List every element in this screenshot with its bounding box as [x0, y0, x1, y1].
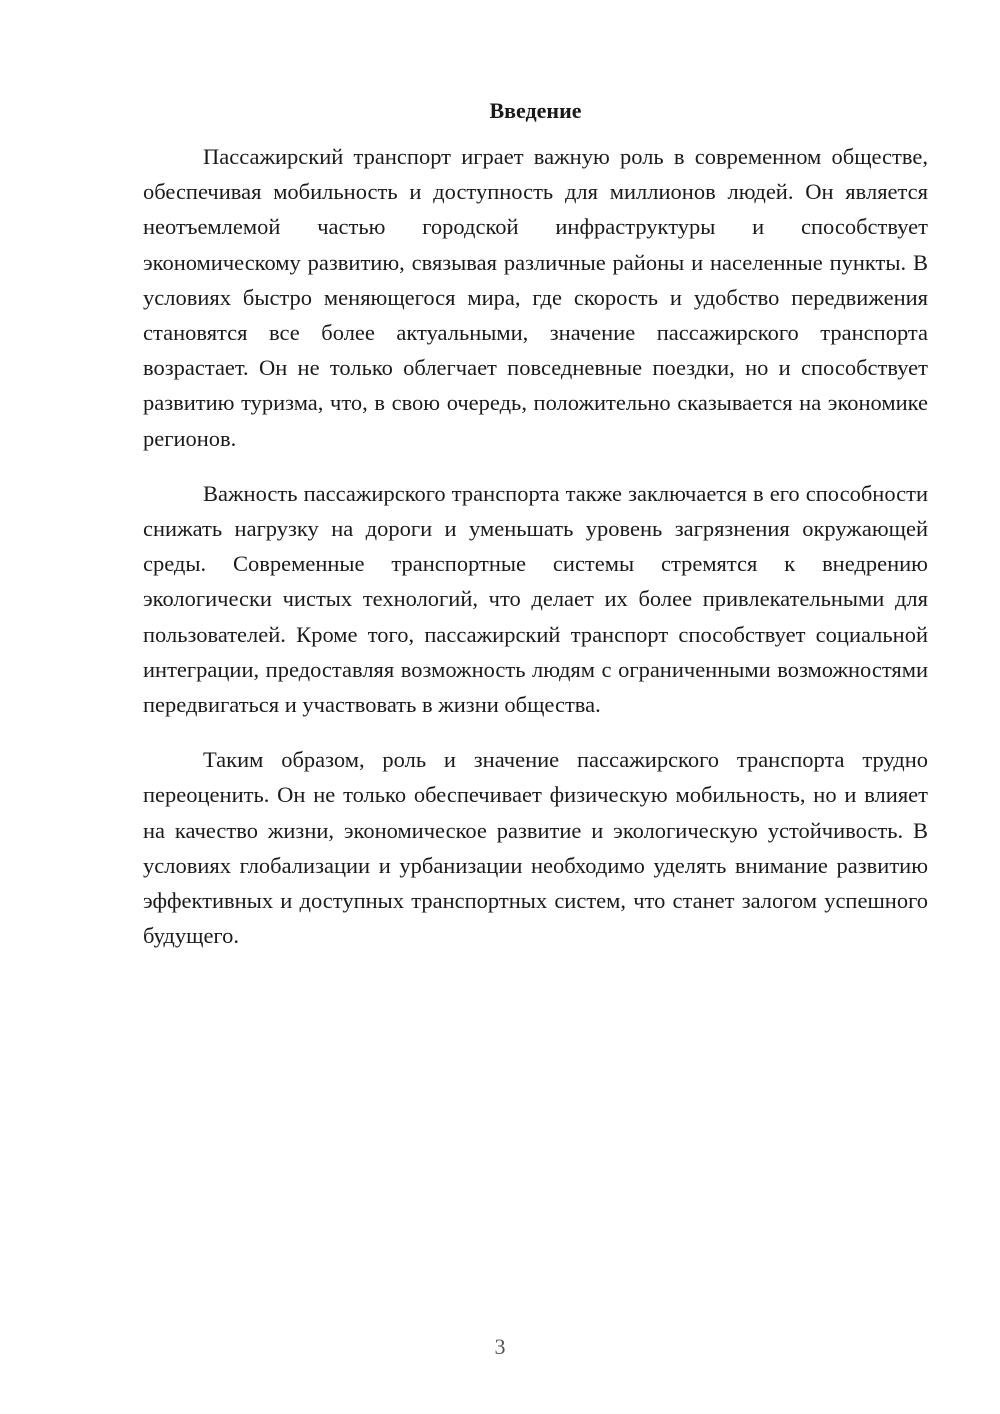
page-content: [143, 94, 928, 973]
paragraph-2: Важность пассажирского транспорта также заключается в его способности снижать нагрузку на дороги и уменьшать уровень загрязнения окружающей среды. Современные транспортные системы стремятся к внедрению экологически чистых технологий, что делает их более привлекательными для пользователей. Кроме того, пассажирский транспорт способствует социальной интеграции, предоставляя возможность людям с ограниченными возможностями передвигаться и участвовать в жизни общества.: [143, 480, 928, 718]
paragraph-3: Таким образом, роль и значение пассажирского транспорта трудно переоценить. Он не только обеспечивает физическую мобильность, но и влияет на качество жизни, экономическое развитие и экологическую устойчивость. В условиях глобализации и урбанизации необходимо уделять внимание развитию эффективных и доступных транспортных систем, что станет залогом успешного будущего.: [143, 747, 928, 949]
paragraph-1: Пассажирский транспорт играет важную роль в современном обществе, обеспечивая мобильность и доступность для миллионов людей. Он является неотъемлемой частью городской инфраструктуры и способствует экономическому развитию, связывая различные районы и населенные пункты. В условиях быстро меняющегося мира, где скорость и удобство передвижения становятся все более актуальными, значение пассажирского транспорта возрастает. Он не только облегчает повседневные поездки, но и способствует развитию туризма, что, в свою очередь, положительно сказывается на экономике регионов.: [143, 144, 928, 451]
page-title: Введение: [489, 98, 582, 123]
page-number: 3: [494, 1334, 506, 1359]
